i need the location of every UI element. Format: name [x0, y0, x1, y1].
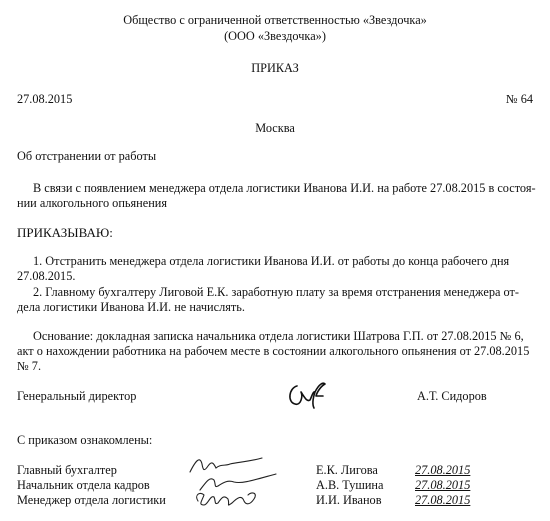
acquainted-row-1-name: Е.К. Лигова [316, 463, 378, 477]
item-1-line-1: 1. Отстранить менеджера отдела логистики Иванова И.И. от работы до конца рабочего дня [33, 254, 510, 268]
director-position: Генеральный директор [17, 389, 137, 403]
document-subject: Об отстранении от работы [17, 149, 157, 163]
basis-line-1: Основание: докладная записка начальника отдела логистики Шатрова Г.П. от 27.08.2015 № 6, [33, 329, 524, 343]
director-name: А.Т. Сидоров [417, 389, 487, 403]
basis-line-3: № 7. [17, 359, 42, 373]
acquainted-row-3-name: И.И. Иванов [316, 493, 382, 507]
document-city: Москва [255, 121, 295, 135]
document-number: № 64 [505, 92, 533, 106]
logistics-manager-signature [192, 481, 264, 511]
basis-line-2: акт о нахождении работника на рабочем месте в состоянии алкогольного опьянения от 27.08.2015 [17, 344, 530, 358]
intro-line-1: В связи с появлением менеджера отдела логистики Иванова И.И. на работе 27.08.2015 в состоя- [33, 181, 536, 195]
acquainted-row-1-position: Главный бухгалтер [17, 463, 117, 477]
intro-line-2: нии алкогольного опьянения [17, 196, 168, 210]
acquainted-row-3-date: 27.08.2015 [415, 493, 471, 507]
document-date: 27.08.2015 [17, 92, 73, 106]
acquainted-row-2-name: А.В. Тушина [316, 478, 384, 492]
acquainted-heading: С приказом ознакомлены: [17, 433, 153, 447]
director-signature [283, 374, 333, 414]
acquainted-row-1-date: 27.08.2015 [415, 463, 471, 477]
acquainted-row-2-date: 27.08.2015 [415, 478, 471, 492]
item-1-line-2: 27.08.2015. [17, 269, 76, 283]
acquainted-row-2-position: Начальник отдела кадров [17, 478, 150, 492]
organization-short-name: (ООО «Звездочка») [224, 29, 326, 43]
organization-name: Общество с ограниченной ответственностью «Звездочка» [123, 13, 427, 27]
document-title: ПРИКАЗ [251, 61, 299, 75]
order-heading: ПРИКАЗЫВАЮ: [17, 225, 113, 240]
acquainted-row-3-position: Менеджер отдела логистики [17, 493, 166, 507]
item-2-line-2: дела логистики Иванова И.И. не начислять. [17, 300, 245, 314]
item-2-line-1: 2. Главному бухгалтеру Лиговой Е.К. заработную плату за время отстранения менеджера от- [33, 285, 519, 299]
